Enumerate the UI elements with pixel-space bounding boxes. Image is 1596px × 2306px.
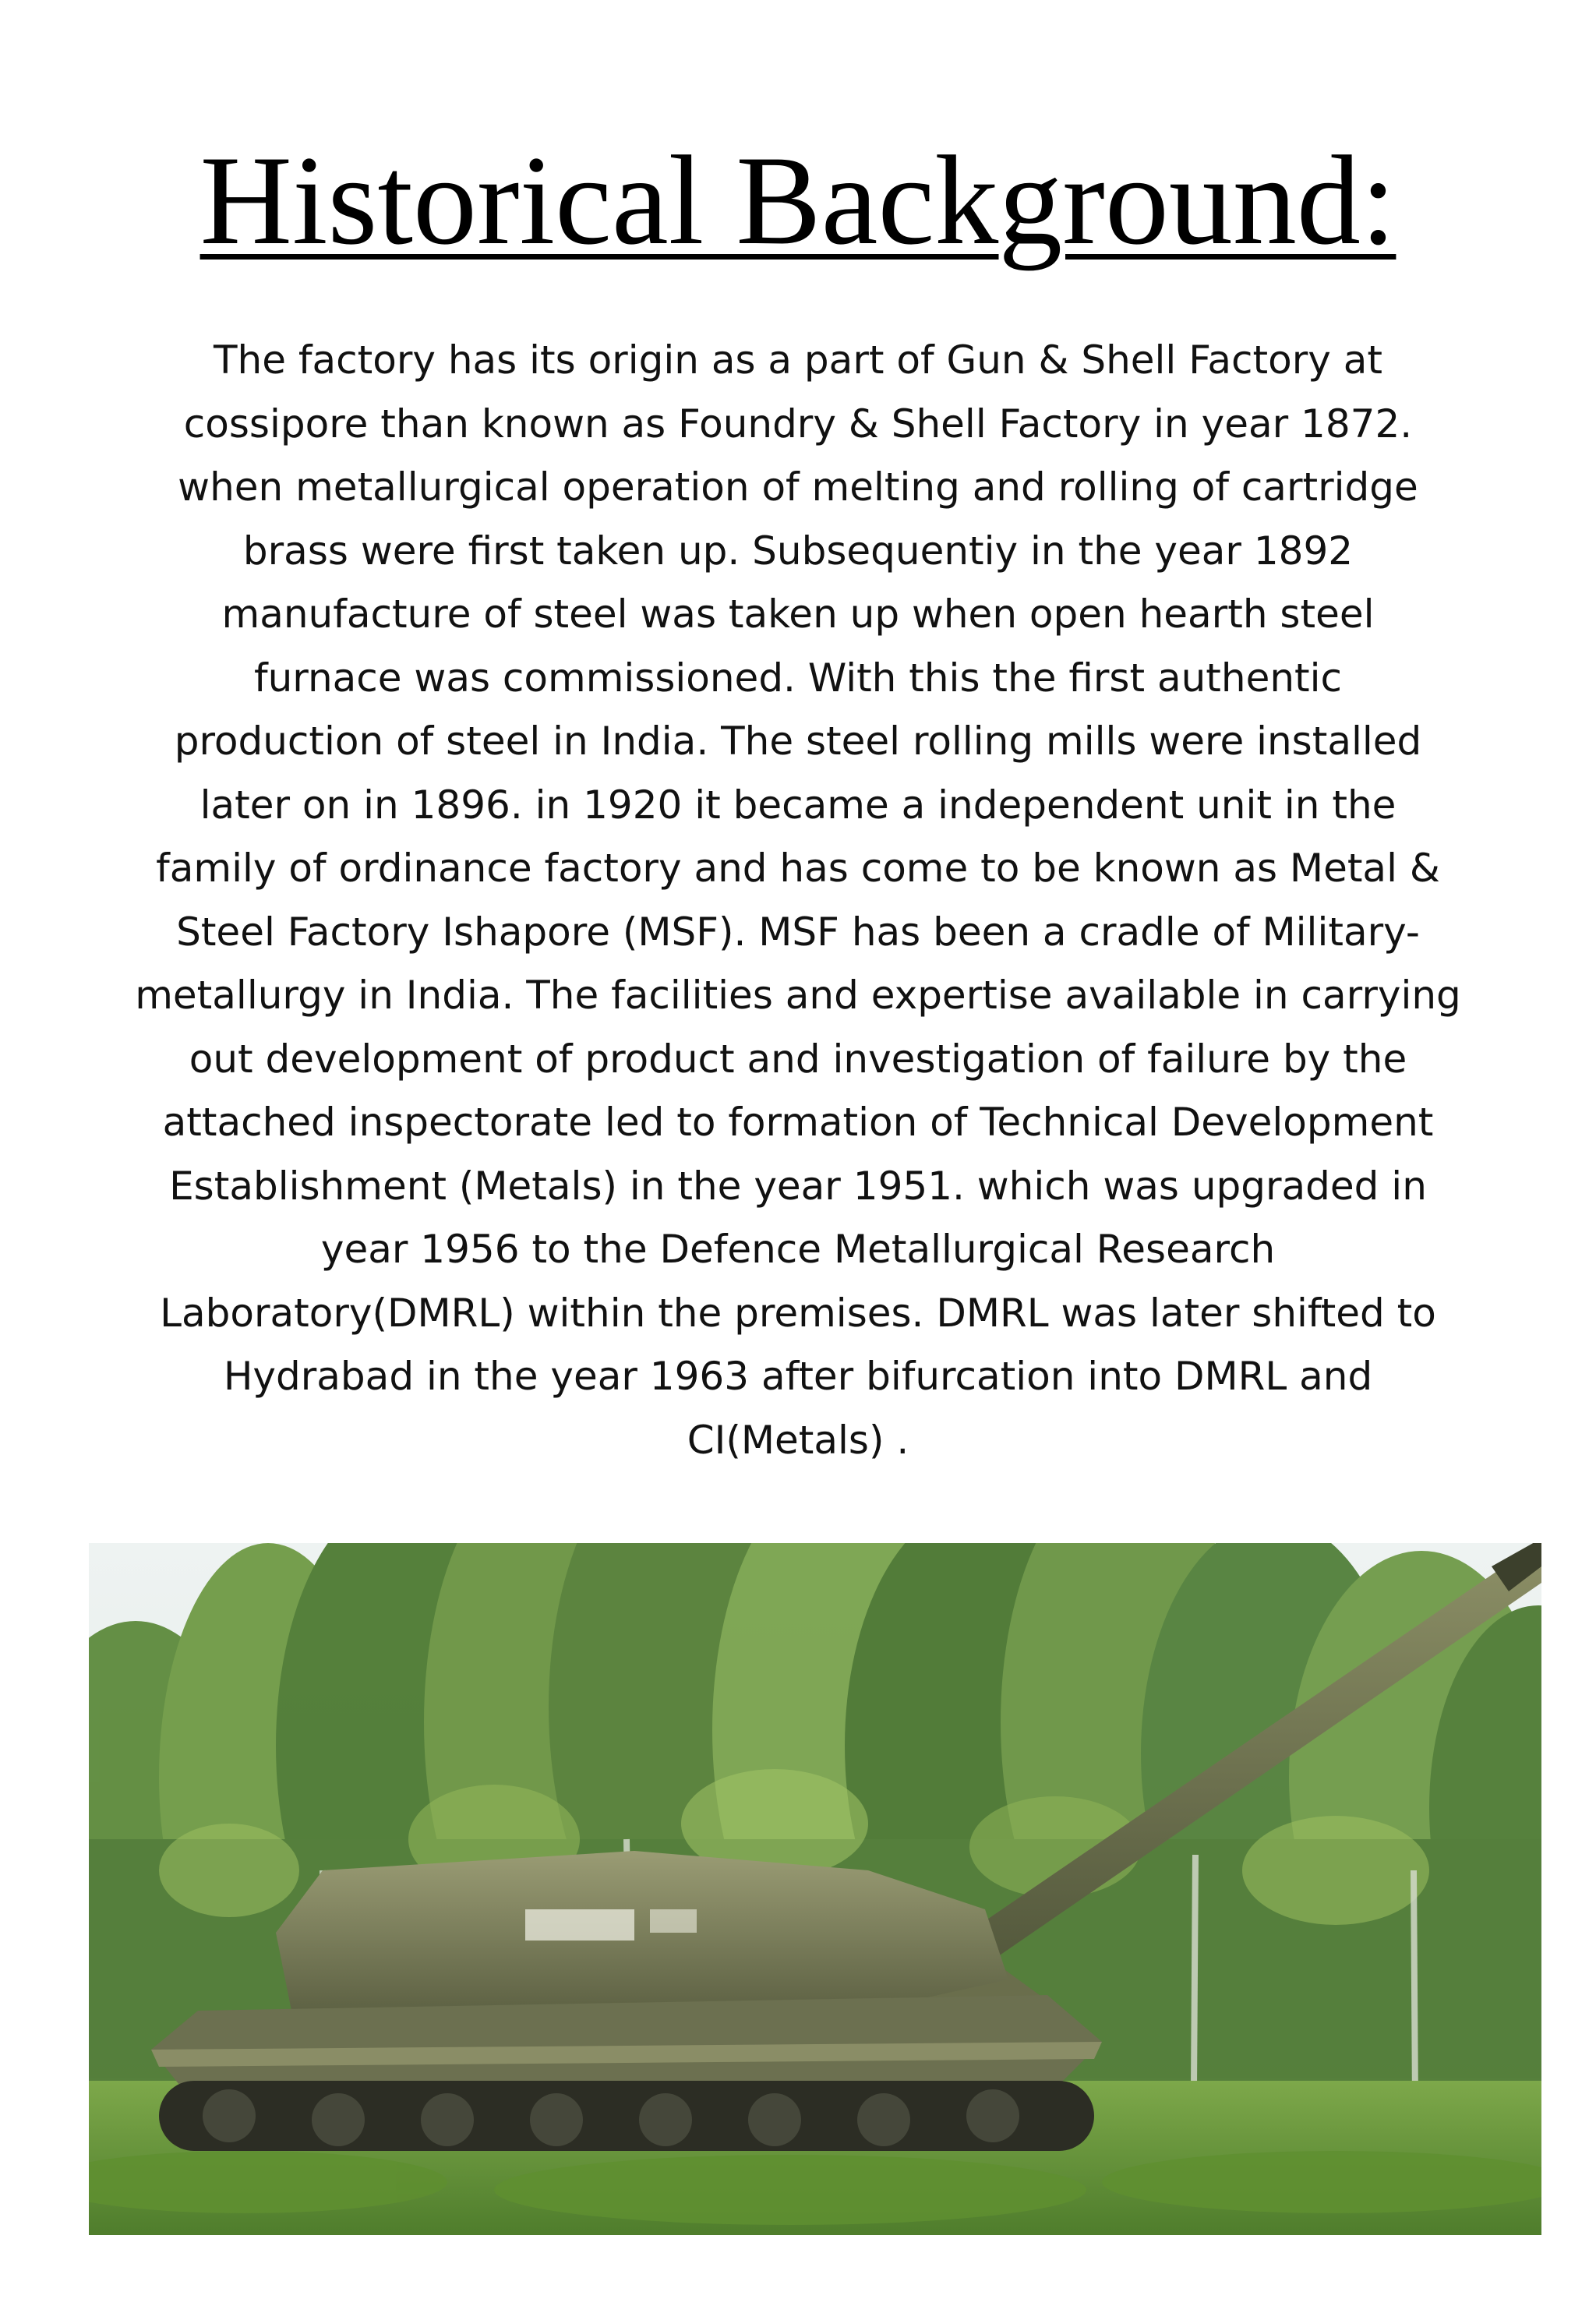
artillery-gun-photo <box>89 1543 1541 2235</box>
historical-background-paragraph: The factory has its origin as a part of Gun & Shell Factory at cossipore than known as Foundry & Shell Factory in year 1872. when metallurgical operation of melting and rolling of cartridge brass were first taken up. Subsequentiy in the year 1892 manufacture of steel was taken up when open hearth steel furnace was commissioned. With this the first authentic production of steel in India. The steel rolling mills were installed later on in 1896. in 1920 it became a independent unit in the family of ordinance factory and has come to be known as Metal & Steel Factory Ishapore (MSF). MSF has been a cradle of Military- metallurgy in India. The facilities and expertise available in carrying out development of product and investigation of failure by the attached inspectorate led to formation of Technical Development Establishment (Metals) in the year 1951. which was upgraded in year 1956 to the Defence Metallurgical Research Laboratory(DMRL) within the premises. DMRL was later shifted to Hydrabad in the year 1963 after bifurcation into DMRL and CI(Metals) . <box>135 337 1461 1463</box>
page-title <box>0 131 1596 271</box>
tracks <box>159 2081 1094 2151</box>
artillery-gun-illustration <box>89 1543 1541 2235</box>
hull <box>151 1995 1102 2089</box>
page-title-text: Historical Background: <box>200 130 1396 271</box>
